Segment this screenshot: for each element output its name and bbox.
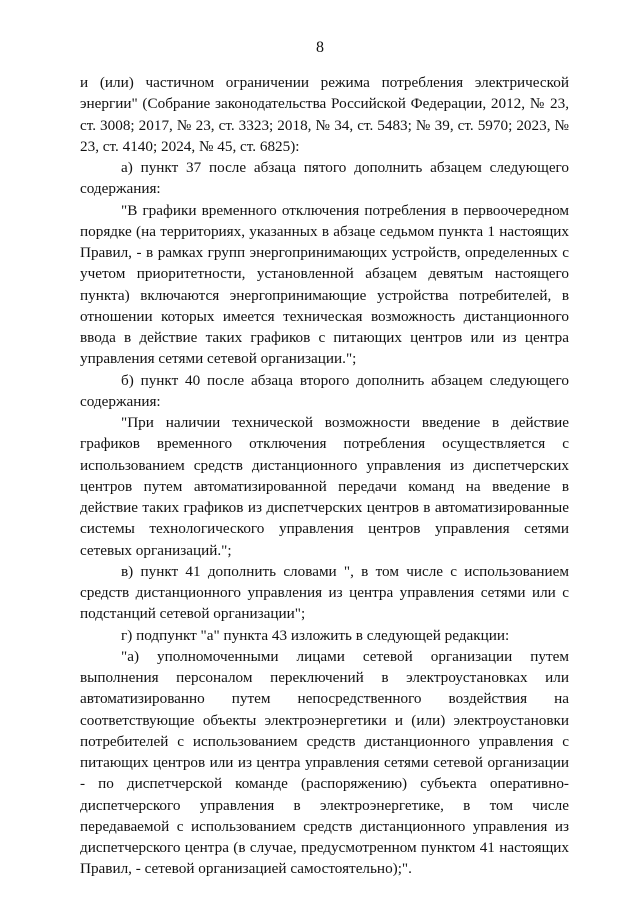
- paragraph-item-g: г) подпункт "а" пункта 43 изложить в следующей редакции:: [121, 626, 510, 644]
- paragraph-item-b-quote: "При наличии технической возможности введение в действие графиков временного отключения потребления осуществляется с использованием средств дистанционного управления из диспетчерских центров путем автоматизированной передачи команд на введение в действие таких графиков из диспетчерских центров в автоматизированные системы технологического управления центров управления сетями сетевых организаций.";: [80, 414, 569, 559]
- document-body: [80, 72, 569, 880]
- page-number: 8: [316, 39, 324, 56]
- paragraph-item-b: б) пункт 40 после абзаца второго дополнить абзацем следующего содержания:: [80, 371, 569, 410]
- paragraph-item-a: а) пункт 37 после абзаца пятого дополнить абзацем следующего содержания:: [80, 159, 569, 198]
- paragraph-item-v: в) пункт 41 дополнить словами ", в том числе с использованием средств дистанционного управления из центра управления сетями или с подстанций сетевой организации";: [80, 562, 569, 623]
- paragraph-intro: и (или) частичном ограничении режима потребления электрической энергии" (Собрание законодательства Российской Федерации, 2012, № 23, ст. 3008; 2017, № 23, ст. 3323; 2018, № 34, ст. 5483; № 39, ст. 5970; 2023, № 23, ст. 4140; 2024, № 45, ст. 6825):: [80, 74, 569, 155]
- paragraph-item-a-quote: "В графики временного отключения потребления в первоочередном порядке (на территориях, указанных в абзаце седьмом пункта 1 настоящих Правил, - в рамках групп энергопринимающих устройств, определенных с учетом приоритетности, установленной абзацем девятым настоящего пункта) включаются энергопринимающие устройства потребителей, в отношении которых имеется техническая возможность дистанционного ввода в действие таких графиков с питающих центров или из центра управления сетями сетевой организации.";: [80, 201, 569, 368]
- paragraph-item-g-quote: "а) уполномоченными лицами сетевой организации путем выполнения персоналом переключений в электроустановках или автоматизированно путем непосредственного воздействия на соответствующие объекты электроэнергетики и (или) электроустановки потребителей с использованием средств дистанционного управления с питающих центров или из центра управления сетями сетевой организации - по диспетчерской команде (распоряжению) субъекта оперативно-диспетчерского управления в электроэнергетике, в том числе передаваемой с использованием средств дистанционного управления из диспетчерского центра (в случае, предусмотренном пунктом 41 настоящих Правил, - сетевой организацией самостоятельно);".: [80, 647, 569, 878]
